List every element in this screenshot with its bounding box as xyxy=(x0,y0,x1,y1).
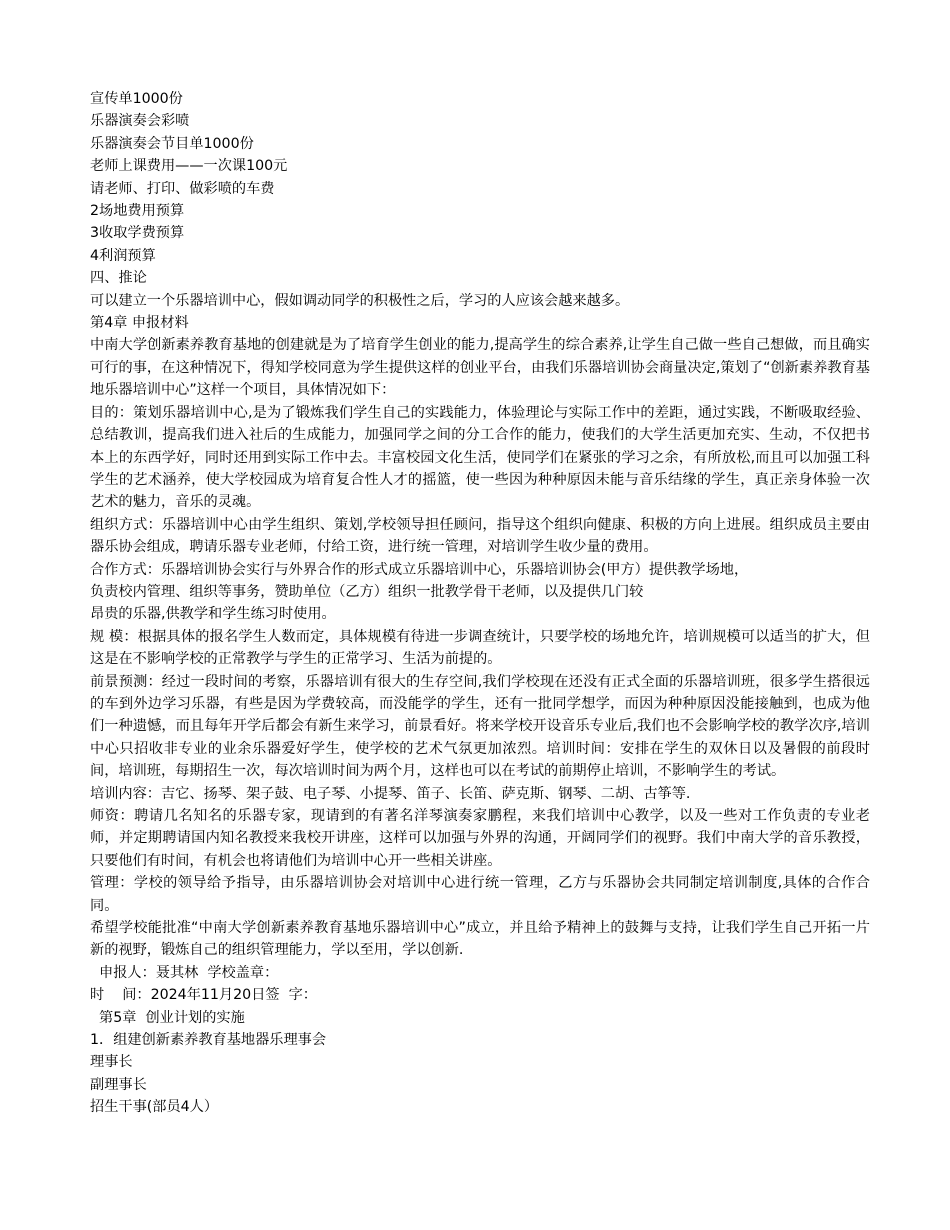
cooperation-line: 合作方式：乐器培训协会实行与外界合作的形式成立乐器培训中心，乐器培训协会(甲方）提供教学场地， xyxy=(90,561,749,578)
text-line: 宣传单1000份 xyxy=(90,91,183,107)
text-line: 可以建立一个乐器培训中心，假如调动同学的积极性之后，学习的人应该会越来越多。 xyxy=(90,292,630,309)
scale-paragraph: 规 模：根据具体的报名学生人数而定，具体规模有待进一步调查统计，只要学校的场地允许，培训规模可以适当的扩大，但这是在不影响学校的正常教学与学生的正常学习、生活为前提的。 xyxy=(90,628,870,668)
text-line: 请老师、打印、做彩喷的车费 xyxy=(90,180,275,197)
content-paragraph: 培训内容：吉它、扬琴、架子鼓、电子琴、小提琴、笛子、长笛、萨克斯、钢琴、二胡、古筝等. xyxy=(90,785,691,802)
purpose-paragraph: 目的：策划乐器培训中心,是为了锻炼我们学生自己的实践能力，体验理论与实际工作中的差距，通过实践，不断吸取经验、总结教训，提高我们进入社后的生成能力，加强同学之间的分工合作的能力，使我们的大学生活更加充实、生动，不仅把书本上的东西学好，同时还用到实际工作中去。丰富校园文化生活，使同学们在紧张的学习之余，有所放松,而且可以加强工科学生的艺术涵养，使大学校园成为培育复合性人才的摇篮，使一些因为种种原因未能与音乐结缘的学生，真正亲身体验一次艺术的魅力，音乐的灵魂。 xyxy=(90,404,870,511)
list-item: 招生干事(部员4人） xyxy=(90,1099,219,1116)
list-item: 理事长 xyxy=(90,1054,133,1071)
intro-paragraph: 中南大学创新素养教育基地的创建就是为了培育学生创业的能力,提高学生的综合素养,让学生自己做一些自己想做，而且确实可行的事，在这种情况下，得知学校同意为学生提供这样的创业平台，由我们乐器培训协会商量决定,策划了“创新素养教育基地乐器培训中心”这样一个项目，具体情况如下： xyxy=(90,337,870,399)
request-paragraph: 希望学校能批准“中南大学创新素养教育基地乐器培训中心”成立，并且给予精神上的鼓舞与支持，让我们学生自己开拓一片新的视野，锻炼自己的组织管理能力，学以至用，学以创新. xyxy=(90,920,870,959)
document-page xyxy=(90,88,870,1119)
applicant-line: 申报人：聂其林 学校盖章： xyxy=(90,964,279,981)
budget-item: 2场地费用预算 xyxy=(90,203,185,220)
text-line: 老师上课费用——一次课100元 xyxy=(90,158,288,175)
date-line: 时 间：2024年11月20日签 字： xyxy=(90,987,317,1004)
text-line: 乐器演奏会彩喷 xyxy=(90,113,190,130)
chapter-heading: 第5章 创业计划的实施 xyxy=(90,1009,245,1026)
chapter-heading: 第4章 申报材料 xyxy=(90,315,189,332)
list-item: 副理事长 xyxy=(90,1076,147,1093)
cooperation-line: 负责校内管理、组织等事务，赞助单位（乙方）组织一批教学骨干老师，以及提供几门较 xyxy=(90,583,644,600)
management-paragraph: 管理：学校的领导给予指导，由乐器培训协会对培训中心进行统一管理，乙方与乐器协会共同制定培训制度,具体的合作合同。 xyxy=(90,875,870,914)
text-line: 乐器演奏会节目单1000份 xyxy=(90,135,254,152)
teachers-paragraph: 师资：聘请几名知名的乐器专家，现请到的有著名洋琴演奏家鹏程，来我们培训中心教学，以及一些对工作负责的专业老师，并定期聘请国内知名教授来我校开讲座，这样可以加强与外界的沟通，开阔同学们的视野。我们中南大学的音乐教授，只要他们有时间，有机会也将请他们为培训中心开一些相关讲座。 xyxy=(90,808,870,869)
organization-paragraph: 组织方式：乐器培训中心由学生组织、策划,学校领导担任顾问，指导这个组织向健康、积极的方向上进展。组织成员主要由器乐协会组成，聘请乐器专业老师，付给工资，进行统一管理，对培训学生收少量的费用。 xyxy=(90,516,870,556)
budget-item: 4利润预算 xyxy=(90,247,156,264)
section-heading: 四、推论 xyxy=(90,270,147,287)
list-item: 1．组建创新素养教育基地器乐理事会 xyxy=(90,1032,327,1049)
budget-item: 3收取学费预算 xyxy=(90,225,185,242)
cooperation-line: 昂贵的乐器,供教学和学生练习时使用。 xyxy=(90,606,336,623)
outlook-paragraph: 前景预测：经过一段时间的考察，乐器培训有很大的生存空间,我们学校现在还没有正式全面的乐器培训班，很多学生搭很远的车到外边学习乐器，有些是因为学费较高，而没能学的学生，还有一批同学想学，而因为种种原因没能接触到，也成为他们一种遗憾，而且每年开学后都会有新生来学习，前景看好。将来学校开设音乐专业后,我们也不会影响学校的教学次序,培训中心只招收非专业的业余乐器爱好学生，使学校的艺术气氛更加浓烈。培训时间：安排在学生的双休日以及暑假的前段时间，培训班，每期招生一次，每次培训时间为两个月，这样也可以在考试的前期停止培训，不影响学生的考试。 xyxy=(90,673,870,780)
